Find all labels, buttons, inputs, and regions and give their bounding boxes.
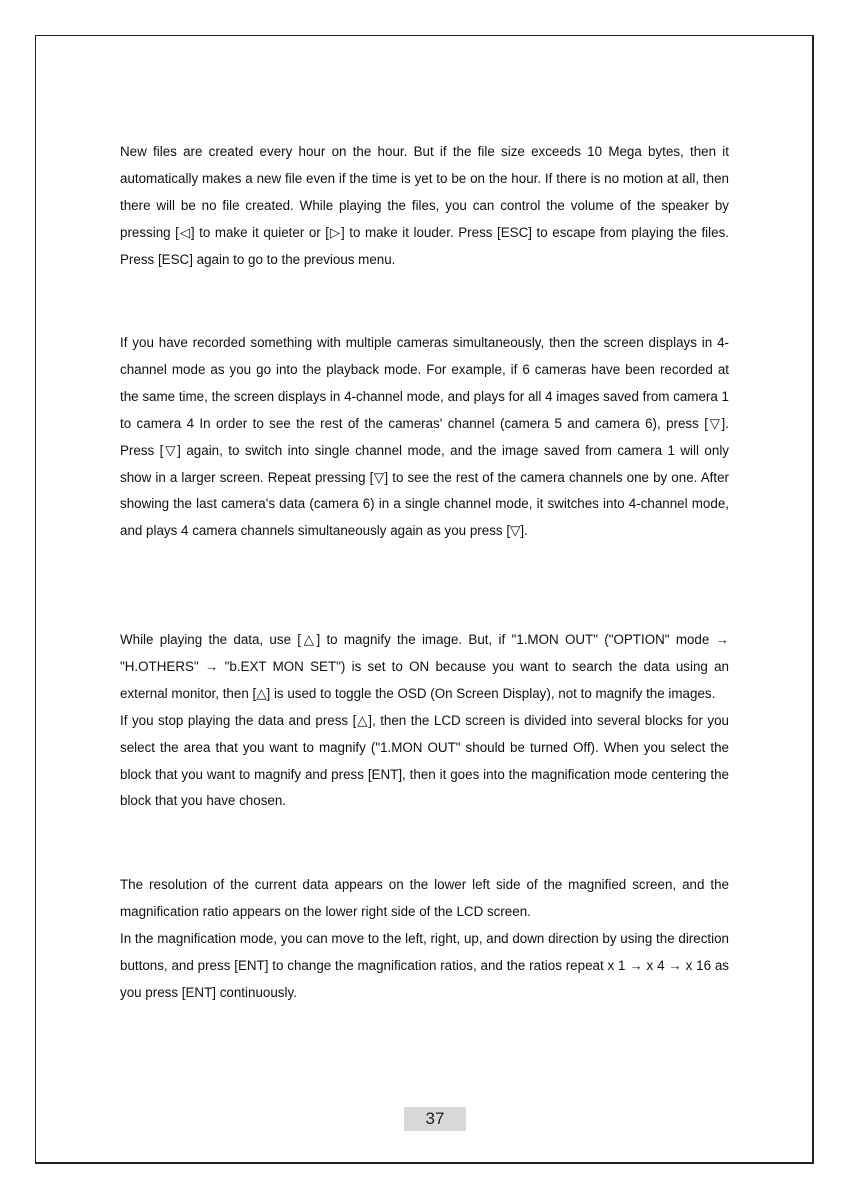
text-block-4 (120, 872, 729, 1007)
page-number: 37 (404, 1107, 466, 1131)
paragraph-multichannel: If you have recorded something with multiple cameras simultaneously, then the screen displays in 4-channel mode as you go into the playback mode. For example, if 6 cameras have been recorded at the same time, the screen displays in 4-channel mode, and plays for all 4 images saved from camera 1 to camera 4 In order to see the rest of the cameras' channel (camera 5 and camera 6), press [▽]. Press [▽] again, to switch into single channel mode, and the image saved from camera 1 will only show in a larger screen. Repeat pressing [▽] to see the rest of the camera channels one by one. After showing the last camera's data (camera 6) in a single channel mode, it switches into 4-channel mode, and plays 4 camera channels simultaneously again as you press [▽]. (120, 335, 729, 539)
paragraph-magnify: While playing the data, use [△] to magnify the image. But, if "1.MON OUT" ("OPTION" mode → "H.OTHERS" → "b.EXT MON SET") is set to ON because you want to search the data using an external monitor, then [△] is used to toggle the OSD (On Screen Display), not to magnify the images. (120, 632, 729, 701)
text-block-3 (120, 627, 729, 815)
paragraph-stop-magnify: If you stop playing the data and press [△], then the LCD screen is divided into several blocks for you select the area that you want to magnify ("1.MON OUT" should be turned Off). When you select the block that you want to magnify and press [ENT], then it goes into the magnification mode centering the block that you have chosen. (120, 712, 729, 809)
text-block-1 (120, 139, 729, 274)
paragraph-file-creation: New files are created every hour on the hour. But if the file size exceeds 10 Mega bytes, then it automatically makes a new file even if the time is yet to be on the hour. If there is no motion at all, then there will be no file created. While playing the files, you can control the volume of the speaker by pressing [◁] to make it quieter or [▷] to make it louder. Press [ESC] to escape from playing the files. Press [ESC] again to go to the previous menu. (120, 144, 729, 267)
paragraph-resolution: The resolution of the current data appears on the lower left side of the magnified screen, and the magnification ratio appears on the lower right side of the LCD screen. (120, 877, 729, 919)
text-block-2 (120, 330, 729, 545)
paragraph-magnification-mode: In the magnification mode, you can move to the left, right, up, and down direction by using the direction buttons, and press [ENT] to change the magnification ratios, and the ratios repeat x 1 → x 4 → x 16 as you press [ENT] continuously. (120, 930, 729, 1000)
